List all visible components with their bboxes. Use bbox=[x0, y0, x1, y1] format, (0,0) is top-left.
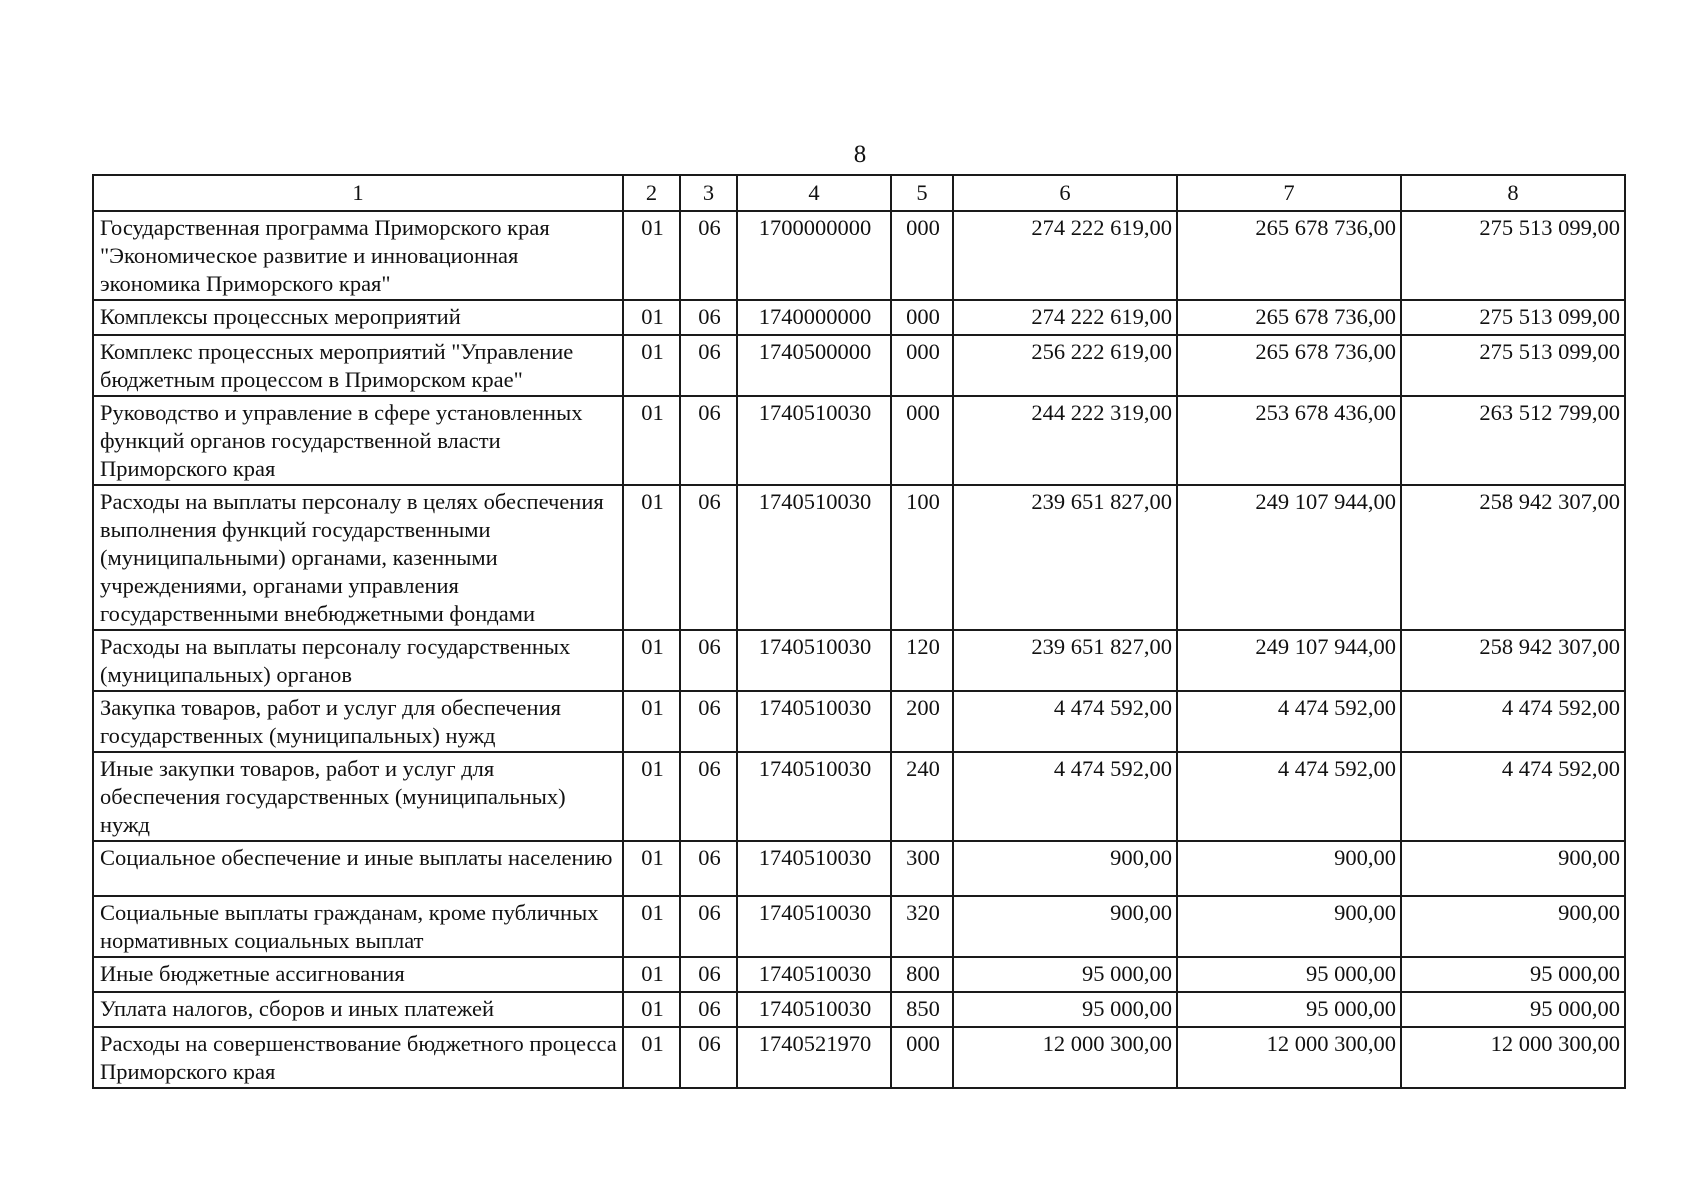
table-row bbox=[93, 896, 1625, 957]
target-article-code: 1740510030 bbox=[737, 957, 891, 992]
header-row bbox=[93, 175, 1625, 211]
table-row bbox=[93, 300, 1625, 335]
row-name: Социальные выплаты гражданам, кроме публичных нормативных социальных выплат bbox=[93, 896, 623, 957]
expense-type-code: 100 bbox=[891, 485, 953, 630]
amount-col-7: 95 000,00 bbox=[1177, 957, 1401, 992]
table-row bbox=[93, 841, 1625, 896]
subsection-code: 06 bbox=[680, 992, 737, 1027]
target-article-code: 1700000000 bbox=[737, 211, 891, 300]
subsection-code: 06 bbox=[680, 1027, 737, 1088]
table-row bbox=[93, 1027, 1625, 1088]
target-article-code: 1740510030 bbox=[737, 691, 891, 752]
amount-col-7: 265 678 736,00 bbox=[1177, 211, 1401, 300]
row-name: Иные бюджетные ассигнования bbox=[93, 957, 623, 992]
header-cell: 4 bbox=[737, 175, 891, 211]
row-name: Государственная программа Приморского края "Экономическое развитие и инновационная экономика Приморского края" bbox=[93, 211, 623, 300]
section-code: 01 bbox=[623, 630, 680, 691]
section-code: 01 bbox=[623, 396, 680, 485]
header-cell: 1 bbox=[93, 175, 623, 211]
subsection-code: 06 bbox=[680, 485, 737, 630]
amount-col-8: 275 513 099,00 bbox=[1401, 300, 1625, 335]
subsection-code: 06 bbox=[680, 841, 737, 896]
amount-col-6: 12 000 300,00 bbox=[953, 1027, 1177, 1088]
subsection-code: 06 bbox=[680, 630, 737, 691]
header-cell: 5 bbox=[891, 175, 953, 211]
row-name: Комплексы процессных мероприятий bbox=[93, 300, 623, 335]
expense-type-code: 850 bbox=[891, 992, 953, 1027]
section-code: 01 bbox=[623, 841, 680, 896]
expense-type-code: 800 bbox=[891, 957, 953, 992]
expense-type-code: 200 bbox=[891, 691, 953, 752]
table-row bbox=[93, 211, 1625, 300]
row-name: Иные закупки товаров, работ и услуг для обеспечения государственных (муниципальных) нужд bbox=[93, 752, 623, 841]
amount-col-8: 258 942 307,00 bbox=[1401, 485, 1625, 630]
header-cell: 2 bbox=[623, 175, 680, 211]
amount-col-7: 900,00 bbox=[1177, 841, 1401, 896]
expense-type-code: 000 bbox=[891, 335, 953, 396]
row-name: Комплекс процессных мероприятий "Управление бюджетным процессом в Приморском крае" bbox=[93, 335, 623, 396]
section-code: 01 bbox=[623, 300, 680, 335]
target-article-code: 1740510030 bbox=[737, 752, 891, 841]
expense-type-code: 000 bbox=[891, 1027, 953, 1088]
subsection-code: 06 bbox=[680, 752, 737, 841]
amount-col-6: 274 222 619,00 bbox=[953, 300, 1177, 335]
header-cell: 7 bbox=[1177, 175, 1401, 211]
section-code: 01 bbox=[623, 335, 680, 396]
target-article-code: 1740510030 bbox=[737, 630, 891, 691]
table-row bbox=[93, 485, 1625, 630]
amount-col-7: 4 474 592,00 bbox=[1177, 691, 1401, 752]
amount-col-8: 900,00 bbox=[1401, 896, 1625, 957]
subsection-code: 06 bbox=[680, 335, 737, 396]
amount-col-8: 12 000 300,00 bbox=[1401, 1027, 1625, 1088]
amount-col-7: 249 107 944,00 bbox=[1177, 485, 1401, 630]
section-code: 01 bbox=[623, 691, 680, 752]
row-name: Руководство и управление в сфере установленных функций органов государственной власти Приморского края bbox=[93, 396, 623, 485]
row-name: Расходы на выплаты персоналу в целях обеспечения выполнения функций государственными (муниципальными) органами, казенными учреждениями, органами управления государственными внебюджетными фондами bbox=[93, 485, 623, 630]
amount-col-7: 253 678 436,00 bbox=[1177, 396, 1401, 485]
amount-col-7: 900,00 bbox=[1177, 896, 1401, 957]
header-cell: 8 bbox=[1401, 175, 1625, 211]
section-code: 01 bbox=[623, 752, 680, 841]
amount-col-7: 4 474 592,00 bbox=[1177, 752, 1401, 841]
page-number: 8 bbox=[853, 141, 867, 168]
target-article-code: 1740510030 bbox=[737, 485, 891, 630]
amount-col-6: 274 222 619,00 bbox=[953, 211, 1177, 300]
target-article-code: 1740510030 bbox=[737, 992, 891, 1027]
subsection-code: 06 bbox=[680, 211, 737, 300]
section-code: 01 bbox=[623, 485, 680, 630]
expense-type-code: 000 bbox=[891, 396, 953, 485]
subsection-code: 06 bbox=[680, 396, 737, 485]
expense-type-code: 000 bbox=[891, 300, 953, 335]
expense-type-code: 000 bbox=[891, 211, 953, 300]
amount-col-8: 275 513 099,00 bbox=[1401, 211, 1625, 300]
row-name: Социальное обеспечение и иные выплаты населению bbox=[93, 841, 623, 896]
section-code: 01 bbox=[623, 992, 680, 1027]
expense-type-code: 320 bbox=[891, 896, 953, 957]
subsection-code: 06 bbox=[680, 691, 737, 752]
table-row bbox=[93, 957, 1625, 992]
row-name: Расходы на совершенствование бюджетного процесса Приморского края bbox=[93, 1027, 623, 1088]
amount-col-8: 95 000,00 bbox=[1401, 957, 1625, 992]
amount-col-6: 239 651 827,00 bbox=[953, 630, 1177, 691]
amount-col-7: 12 000 300,00 bbox=[1177, 1027, 1401, 1088]
amount-col-6: 900,00 bbox=[953, 841, 1177, 896]
amount-col-8: 4 474 592,00 bbox=[1401, 752, 1625, 841]
amount-col-8: 275 513 099,00 bbox=[1401, 335, 1625, 396]
target-article-code: 1740510030 bbox=[737, 896, 891, 957]
amount-col-7: 249 107 944,00 bbox=[1177, 630, 1401, 691]
amount-col-6: 95 000,00 bbox=[953, 957, 1177, 992]
expense-type-code: 240 bbox=[891, 752, 953, 841]
amount-col-7: 265 678 736,00 bbox=[1177, 335, 1401, 396]
subsection-code: 06 bbox=[680, 896, 737, 957]
amount-col-8: 95 000,00 bbox=[1401, 992, 1625, 1027]
target-article-code: 1740510030 bbox=[737, 841, 891, 896]
target-article-code: 1740000000 bbox=[737, 300, 891, 335]
header-cell: 3 bbox=[680, 175, 737, 211]
amount-col-8: 263 512 799,00 bbox=[1401, 396, 1625, 485]
subsection-code: 06 bbox=[680, 957, 737, 992]
amount-col-6: 95 000,00 bbox=[953, 992, 1177, 1027]
target-article-code: 1740510030 bbox=[737, 396, 891, 485]
table-row bbox=[93, 630, 1625, 691]
table-row bbox=[93, 396, 1625, 485]
amount-col-6: 256 222 619,00 bbox=[953, 335, 1177, 396]
header-cell: 6 bbox=[953, 175, 1177, 211]
row-name: Уплата налогов, сборов и иных платежей bbox=[93, 992, 623, 1027]
section-code: 01 bbox=[623, 957, 680, 992]
row-name: Расходы на выплаты персоналу государственных (муниципальных) органов bbox=[93, 630, 623, 691]
amount-col-8: 900,00 bbox=[1401, 841, 1625, 896]
amount-col-7: 265 678 736,00 bbox=[1177, 300, 1401, 335]
amount-col-6: 4 474 592,00 bbox=[953, 691, 1177, 752]
table-row bbox=[93, 992, 1625, 1027]
table-row bbox=[93, 752, 1625, 841]
amount-col-6: 900,00 bbox=[953, 896, 1177, 957]
amount-col-8: 258 942 307,00 bbox=[1401, 630, 1625, 691]
section-code: 01 bbox=[623, 896, 680, 957]
subsection-code: 06 bbox=[680, 300, 737, 335]
section-code: 01 bbox=[623, 211, 680, 300]
target-article-code: 1740500000 bbox=[737, 335, 891, 396]
target-article-code: 1740521970 bbox=[737, 1027, 891, 1088]
row-name: Закупка товаров, работ и услуг для обеспечения государственных (муниципальных) нужд bbox=[93, 691, 623, 752]
expense-type-code: 300 bbox=[891, 841, 953, 896]
amount-col-8: 4 474 592,00 bbox=[1401, 691, 1625, 752]
section-code: 01 bbox=[623, 1027, 680, 1088]
expense-type-code: 120 bbox=[891, 630, 953, 691]
table-row bbox=[93, 691, 1625, 752]
budget-table bbox=[92, 174, 1626, 1089]
amount-col-6: 4 474 592,00 bbox=[953, 752, 1177, 841]
table-row bbox=[93, 335, 1625, 396]
amount-col-6: 244 222 319,00 bbox=[953, 396, 1177, 485]
amount-col-7: 95 000,00 bbox=[1177, 992, 1401, 1027]
amount-col-6: 239 651 827,00 bbox=[953, 485, 1177, 630]
